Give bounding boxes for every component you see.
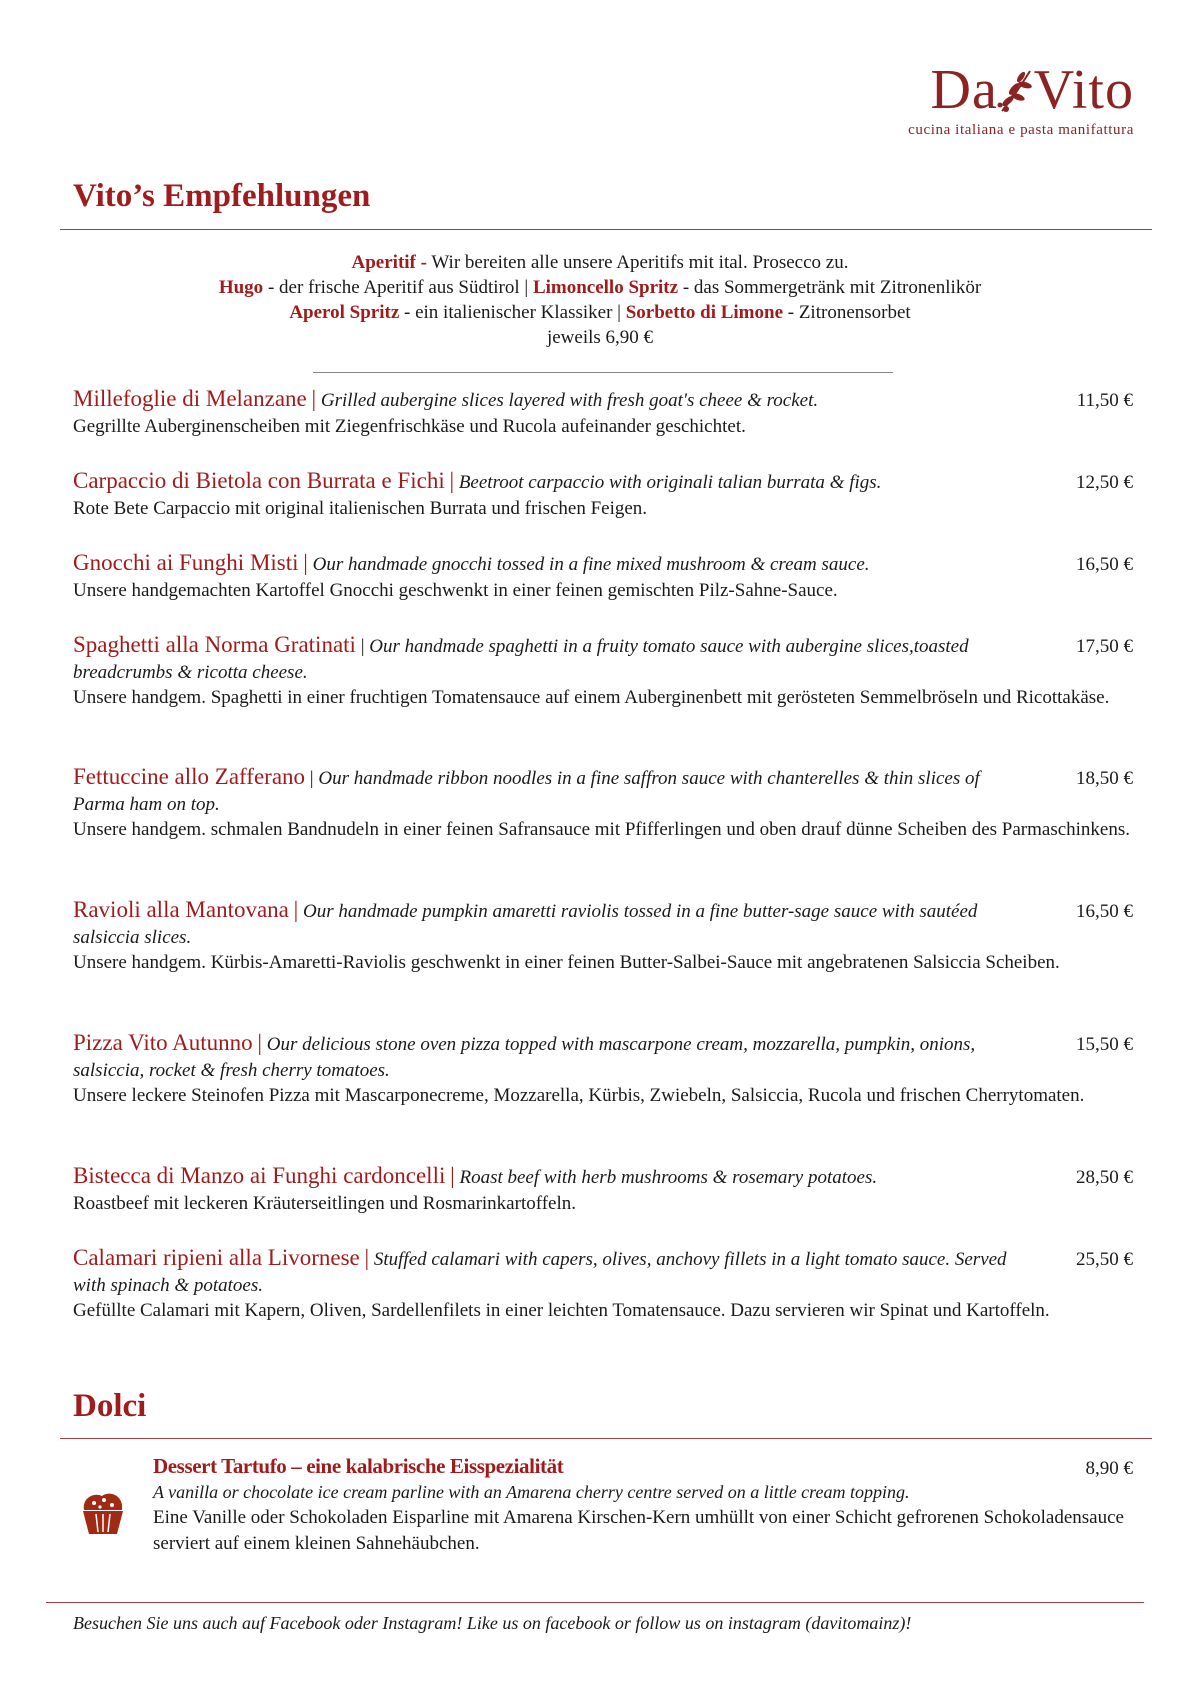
dessert-name: Dessert Tartufo – eine kalabrische Eisspezialität [153,1454,564,1478]
dish-price: 11,50 € [1076,390,1133,411]
drink-limoncello: Limoncello Spritz [532,277,679,298]
dish-german: Gegrillte Auberginenscheiben mit Ziegenfrischkäse und Rucola aufeinander geschichtet. [73,415,746,437]
dish-english: Beetroot carpaccio with originali talian burrata & figs. [458,472,882,493]
dish-english: Stuffed calamari with capers, olives, anchovy fillets in a light tomato sauce. Served with spinach & potatoes. [73,1249,1007,1296]
dish-german: Unsere leckere Steinofen Pizza mit Mascarponecreme, Mozzarella, Kürbis, Zwiebeln, Salsiccia, Rucola und frischen Cherrytomaten. [73,1085,1085,1106]
menu-item: Bistecca di Manzo ai Funghi cardoncelli | Roast beef with herb mushrooms & rosemary potatoes. Roastbeef mit leckeren Kräuterseitlingen und Rosmarinkartoffeln. 28,50 € [73,1163,1133,1216]
drink-limoncello-desc: - das Sommergetränk mit Zitronenlikör [678,277,982,298]
dish-english: Grilled aubergine slices layered with fresh goat's cheee & rocket. [320,390,819,411]
cupcake-icon [78,1488,128,1536]
aperitif-line-2 [0,275,1200,300]
footer-text: Besuchen Sie uns auch auf Facebook oder Instagram! Like us on facebook or follow us on instagram (davitomainz)! [73,1613,912,1633]
dish-german: Gefüllte Calamari mit Kapern, Oliven, Sardellenfilets in einer leichten Tomatensauce. Dazu servieren wir Spinat und Kartoffeln. [73,1300,1050,1321]
dish-english: Our handmade gnocchi tossed in a fine mixed mushroom & cream sauce. [312,554,870,575]
drink-aperol-desc: - ein italienischer Klassiker | [399,302,626,323]
dish-name: Calamari ripieni alla Livornese [73,1245,360,1270]
aperitif-block [0,250,1200,350]
menu-item: Calamari ripieni alla Livornese | Stuffed calamari with capers, olives, anchovy fillets in a light tomato sauce. Served with spinach & potatoes. Gefüllte Calamari mit Kapern, Oliven, Sardellenfilets in einer leichten Tomatensauce. Dazu servieren wir Spinat und Kartoffeln. 25,50 € [73,1245,1133,1324]
menu-item: Fettuccine allo Zafferano | Our handmade ribbon noodles in a fine saffron sauce with chanterelles & thin slices of Parma ham on top. Unsere handgem. schmalen Bandnudeln in einer feinen Safransauce mit Pfifferlingen und oben drauf dünne Scheiben des Parmaschinkens. 18,50 € [73,764,1133,843]
dish-german: Unsere handgem. Spaghetti in einer fruchtigen Tomatensauce auf einem Auberginenbett mit gerösteten Semmelbröseln und Ricottakäse. [73,687,1110,708]
footer-divider [46,1602,1144,1603]
aperitif-label: Aperitif - [351,252,427,273]
dish-german: Unsere handgem. Kürbis-Amaretti-Raviolis geschwenkt in einer feinen Butter-Salbei-Sauce mit angebratenen Salsiccia Scheiben. [73,952,1060,973]
aperitif-line-3 [0,300,1200,325]
dish-name: Gnocchi ai Funghi Misti [73,550,299,575]
dish-name: Fettuccine allo Zafferano [73,764,306,789]
olive-sprig-icon [994,65,1038,115]
dish-price: 25,50 € [1076,1249,1133,1270]
dish-name: Carpaccio di Bietola con Burrata e Fichi [73,468,445,493]
dish-name: Ravioli alla Mantovana [73,897,289,922]
aperitif-intro-line [0,250,1200,275]
dish-price: 17,50 € [1076,636,1133,657]
dolci-title: Dolci [73,1388,147,1424]
drink-hugo: Hugo [218,277,264,298]
menu-item: Millefoglie di Melanzane | Grilled aubergine slices layered with fresh goat's cheee & rocket. Gegrillte Auberginenscheiben mit Ziegenfrischkäse und Rucola aufeinander geschichtet. 11,50 € [73,386,1133,439]
logo-tagline: cucina italiana e pasta manifattura [908,122,1134,138]
drink-aperol: Aperol Spritz [289,302,400,323]
menu-item: Spaghetti alla Norma Gratinati | Our handmade spaghetti in a fruity tomato sauce with aubergine slices,toasted breadcrumbs & ricotta cheese. Unsere handgem. Spaghetti in einer fruchtigen Tomatensauce auf einem Auberginenbett mit gerösteten Semmelbröseln und Ricottakäse. 17,50 € [73,632,1133,711]
dish-german: Roastbeef mit leckeren Kräuterseitlingen und Rosmarinkartoffeln. [73,1192,576,1214]
dish-german: Unsere handgemachten Kartoffel Gnocchi geschwenkt in einer feinen gemischten Pilz-Sahne-Sauce. [73,579,838,601]
dish-english: Our handmade ribbon noodles in a fine saffron sauce with chanterelles & thin slices of Parma ham on top. [73,768,980,815]
dessert-price: 8,90 € [1085,1458,1133,1479]
dish-name: Millefoglie di Melanzane [73,386,307,411]
dish-price: 12,50 € [1076,472,1133,493]
drink-hugo-desc: - der frische Aperitif aus Südtirol | [263,277,533,298]
dish-price: 28,50 € [1076,1167,1133,1188]
logo-wordmark [834,59,1134,121]
dish-english: Roast beef with herb mushrooms & rosemary potatoes. [459,1167,878,1188]
dish-price: 18,50 € [1076,768,1133,789]
aperitif-price: jeweils 6,90 € [546,327,654,348]
dish-price: 15,50 € [1076,1034,1133,1055]
dish-german: Rote Bete Carpaccio mit original italienischen Burrata und frischen Feigen. [73,497,648,519]
restaurant-logo [834,59,1134,139]
dish-price: 16,50 € [1076,901,1133,922]
dessert-german: Eine Vanille oder Schokoladen Eisparline mit Amarena Kirschen-Kern umhüllt von einer Schicht gefrorenen Schokoladensauce serviert auf einem kleinen Sahnehäubchen. [153,1507,1124,1554]
section-divider [60,1438,1152,1439]
menu-item: Ravioli alla Mantovana | Our handmade pumpkin amaretti raviolis tossed in a fine butter-sage sauce with sautéed salsiccia slices. Unsere handgem. Kürbis-Amaretti-Raviolis geschwenkt in einer feinen Butter-Salbei-Sauce mit angebratenen Salsiccia Scheiben. 16,50 € [73,897,1133,976]
dish-name: Spaghetti alla Norma Gratinati [73,632,356,657]
menu-item: Gnocchi ai Funghi Misti | Our handmade gnocchi tossed in a fine mixed mushroom & cream sauce. Unsere handgemachten Kartoffel Gnocchi geschwenkt in einer feinen gemischten Pilz-Sahne-Sauce. 16,50 € [73,550,1133,603]
dish-name: Pizza Vito Autunno [73,1030,253,1055]
dish-name: Bistecca di Manzo ai Funghi cardoncelli [73,1163,446,1188]
dish-german: Unsere handgem. schmalen Bandnudeln in einer feinen Safransauce mit Pfifferlingen und oben drauf dünne Scheiben des Parmaschinkens. [73,819,1130,840]
dish-price: 16,50 € [1076,554,1133,575]
recommendations-title: Vito’s Empfehlungen [73,178,371,214]
dish-english: Our delicious stone oven pizza topped with mascarpone cream, mozzarella, pumpkin, onions, salsiccia, rocket & fresh cherry tomatoes. [73,1034,976,1081]
dessert-item [153,1454,1133,1556]
drink-sorbetto-desc: - Zitronensorbet [783,302,911,323]
aperitif-intro: Wir bereiten alle unsere Aperitifs mit ital. Prosecco zu. [426,252,849,273]
section-divider [60,229,1152,230]
logo-name-right: Vito [1033,59,1134,121]
dish-english: Our handmade spaghetti in a fruity tomato sauce with aubergine slices,toasted breadcrumbs & ricotta cheese. [73,636,969,683]
logo-name-left: Da [930,59,998,121]
dessert-english: A vanilla or chocolate ice cream parline with an Amarena cherry centre served on a little cream topping. [153,1481,910,1502]
menu-item: Pizza Vito Autunno | Our delicious stone oven pizza topped with mascarpone cream, mozzarella, pumpkin, onions, salsiccia, rocket & fresh cherry tomatoes. Unsere leckere Steinofen Pizza mit Mascarponecreme, Mozzarella, Kürbis, Zwiebeln, Salsiccia, Rucola und frischen Cherrytomaten. 15,50 € [73,1030,1133,1109]
aperitif-separator [313,372,893,373]
drink-sorbetto: Sorbetto di Limone [625,302,783,323]
dish-english: Our handmade pumpkin amaretti raviolis tossed in a fine butter-sage sauce with sautéed salsiccia slices. [73,901,978,948]
menu-item: Carpaccio di Bietola con Burrata e Fichi | Beetroot carpaccio with originali talian burrata & figs. Rote Bete Carpaccio mit original italienischen Burrata und frischen Feigen. 12,50 € [73,468,1133,521]
